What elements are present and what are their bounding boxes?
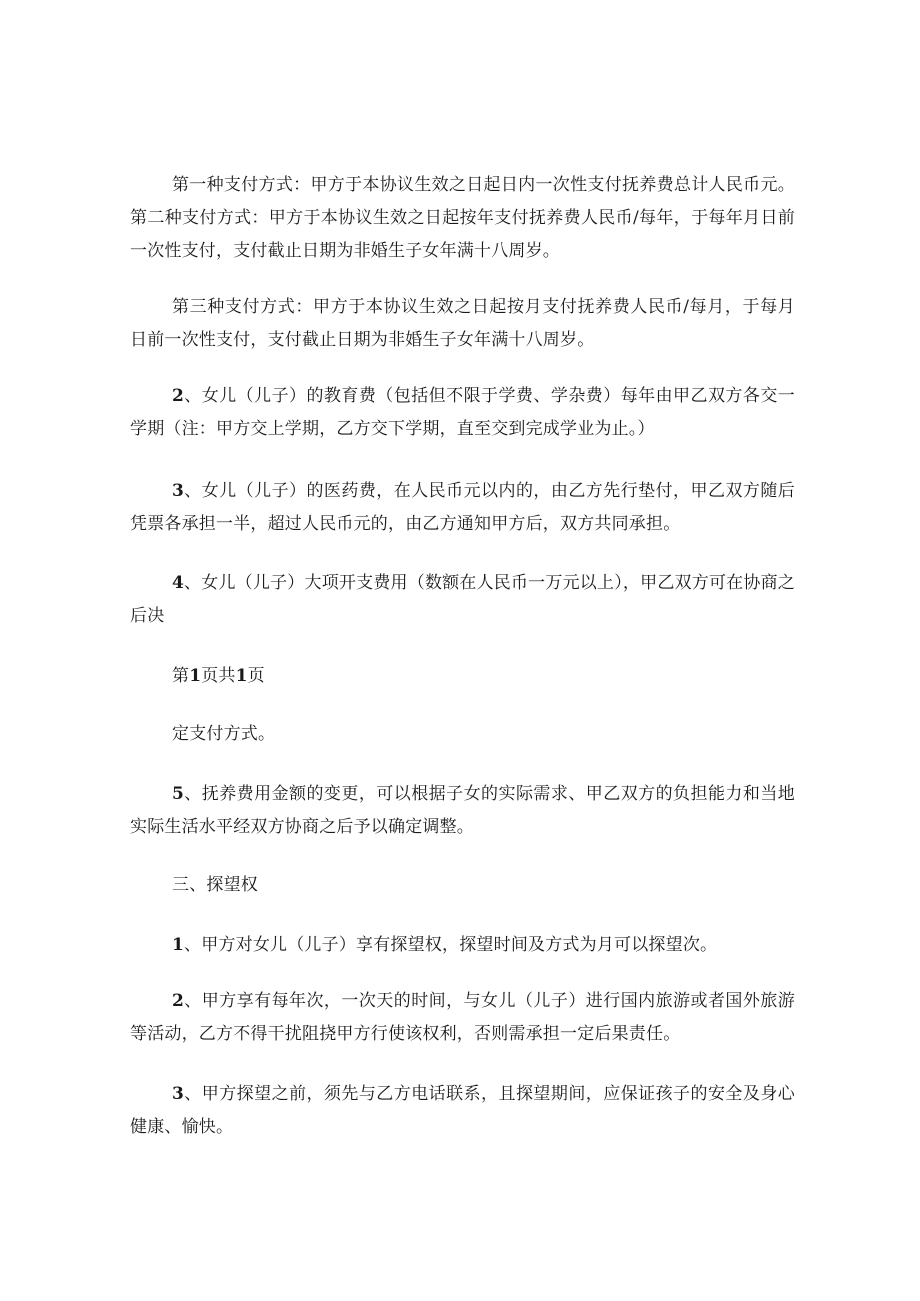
- page-number-line: [130, 660, 795, 693]
- page-label-suffix: 页: [247, 666, 265, 686]
- paragraph-text: 、女儿（儿子）的教育费（包括但不限于学费、学杂费）每年由甲乙双方各交一学期（注：甲方交上学期，乙方交下学期，直至交到完成学业为止。）: [130, 386, 795, 439]
- travel-right-paragraph: [130, 985, 795, 1051]
- paragraph-text: 、甲方探望之前，须先与乙方电话联系，且探望期间，应保证孩子的安全及身心健康、愉快。: [130, 1084, 795, 1137]
- paragraph-text: 、甲方对女儿（儿子）享有探望权，探望时间及方式为月可以探望次。: [184, 935, 718, 955]
- education-fee-paragraph: [130, 380, 795, 446]
- amount-change-paragraph: [130, 778, 795, 844]
- section-heading-visitation: [130, 869, 795, 902]
- paragraph-text: 、女儿（儿子）大项开支费用（数额在人民币一万元以上），甲乙双方可在协商之后决: [130, 573, 795, 626]
- total-page-number: 1: [235, 666, 248, 686]
- paragraph-text: 、抚养费用金额的变更，可以根据子女的实际需求、甲乙双方的负担能力和当地实际生活水平经双方协商之后予以确定调整。: [130, 784, 795, 837]
- payment-method-three-paragraph: [130, 291, 795, 357]
- item-number: 5: [172, 784, 185, 804]
- item-number: 2: [172, 386, 185, 406]
- visit-contact-paragraph: [130, 1078, 795, 1144]
- visitation-right-paragraph: [130, 929, 795, 962]
- page-label-middle: 页共: [201, 666, 236, 686]
- item-number: 3: [172, 481, 185, 501]
- item-number: 4: [172, 573, 185, 593]
- page-label-prefix: 第: [172, 666, 190, 686]
- payment-continuation-paragraph: [130, 718, 795, 751]
- paragraph-text: 第三种支付方式：甲方于本协议生效之日起按月支付抚养费人民币/每月，于每月日前一次性支付，支付截止日期为非婚生子女年满十八周岁。: [130, 297, 795, 350]
- paragraph-text: 定支付方式。: [172, 724, 276, 744]
- major-expense-paragraph: [130, 567, 795, 633]
- paragraph-text: 、女儿（儿子）的医药费，在人民币元以内的，由乙方先行垫付，甲乙双方随后凭票各承担一半，超过人民币元的，由乙方通知甲方后，双方共同承担。: [130, 481, 795, 534]
- section-title: 三、探望权: [172, 875, 258, 895]
- current-page-number: 1: [189, 666, 202, 686]
- paragraph-text: 第一种支付方式：甲方于本协议生效之日起日内一次性支付抚养费总计人民币元。第二种支付方式：甲方于本协议生效之日起按年支付抚养费人民币/每年，于每年月日前一次性支付，支付截止日期为非婚生子女年满十八周岁。: [130, 175, 795, 261]
- medical-fee-paragraph: [130, 475, 795, 541]
- item-number: 3: [172, 1084, 185, 1104]
- paragraph-text: 、甲方享有每年次，一次天的时间，与女儿（儿子）进行国内旅游或者国外旅游等活动，乙方不得干扰阻挠甲方行使该权利，否则需承担一定后果责任。: [130, 991, 795, 1044]
- item-number: 1: [172, 935, 185, 955]
- payment-method-one-paragraph: [130, 169, 795, 268]
- item-number: 2: [172, 991, 185, 1011]
